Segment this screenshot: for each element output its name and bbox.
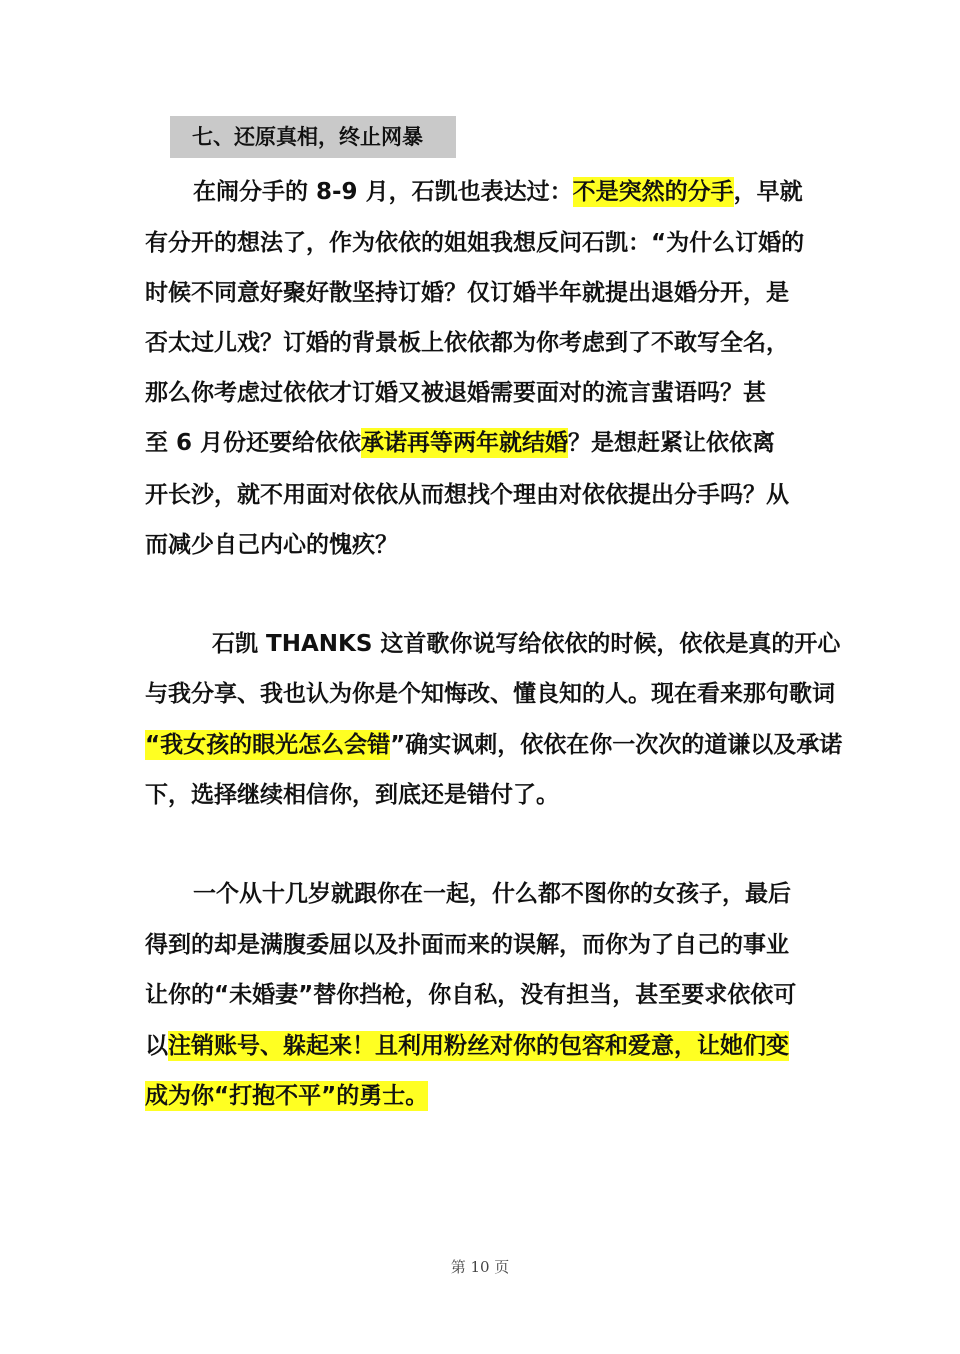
paragraph-1-line-8: 而减少自己内心的愧疚？	[145, 532, 398, 558]
paragraph-1-line-2: 有分开的想法了，作为依依的姐姐我想反问石凯：“为什么订婚的	[145, 230, 805, 256]
paragraph-3-line-3: 让你的“未婚妻”替你挡枪，你自私，没有担当，甚至要求依依可	[145, 982, 797, 1008]
paragraph-1-line-4: 否太过儿戏？订婚的背景板上依依都为你考虑到了不敢写全名，	[145, 330, 789, 356]
paragraph-3-line-4	[145, 1029, 789, 1063]
section-heading: 七、还原真相，终止网暴	[170, 116, 456, 158]
highlighted-text: 注销账号、躲起来！且利用粉丝对你的包容和爱意，让她们变	[168, 1033, 789, 1059]
highlighted-text: 不是突然的分手	[572, 179, 734, 205]
text-run: ？是想赶紧让依依离	[568, 430, 776, 456]
paragraph-1-line-5: 那么你考虑过依依才订婚又被退婚需要面对的流言蜚语吗？甚	[145, 380, 766, 406]
paragraph-1-line-7: 开长沙，就不用面对依依从而想找个理由对依依提出分手吗？从	[145, 482, 789, 508]
paragraph-2-line-2: 与我分享、我也认为你是个知悔改、懂良知的人。现在看来那句歌词	[145, 681, 835, 707]
paragraph-2-line-1: 石凯 THANKS 这首歌你说写给依依的时候，依依是真的开心	[212, 631, 841, 657]
text-run: 至 6 月份还要给依依	[145, 430, 362, 456]
paragraph-1-line-1	[193, 175, 803, 209]
paragraph-2-line-4: 下，选择继续相信你，到底还是错付了。	[145, 782, 559, 808]
paragraph-1-line-6	[145, 426, 775, 460]
page-number: 第 10 页	[450, 1258, 510, 1276]
text-run: ，早就	[733, 179, 803, 205]
highlighted-text: “我女孩的眼光怎么会错	[145, 732, 391, 758]
paragraph-1-line-3: 时候不同意好聚好散坚持订婚？仅订婚半年就提出退婚分开，是	[145, 280, 789, 306]
text-run: 在闹分手的 8-9 月，石凯也表达过：	[193, 179, 573, 205]
paragraph-2-line-3	[145, 728, 842, 762]
paragraph-3-line-1: 一个从十几岁就跟你在一起，什么都不图你的女孩子，最后	[193, 881, 791, 907]
text-run: ”确实讽刺，依依在你一次次的道谦以及承诺	[390, 732, 843, 758]
paragraph-3-line-2: 得到的却是满腹委屈以及扑面而来的误解，而你为了自己的事业	[145, 932, 789, 958]
text-run: 以	[145, 1033, 168, 1059]
paragraph-3-line-5	[145, 1079, 428, 1113]
highlighted-text: 承诺再等两年就结婚	[361, 430, 569, 456]
highlighted-text: 成为你“打抱不平”的勇士。	[145, 1083, 429, 1109]
